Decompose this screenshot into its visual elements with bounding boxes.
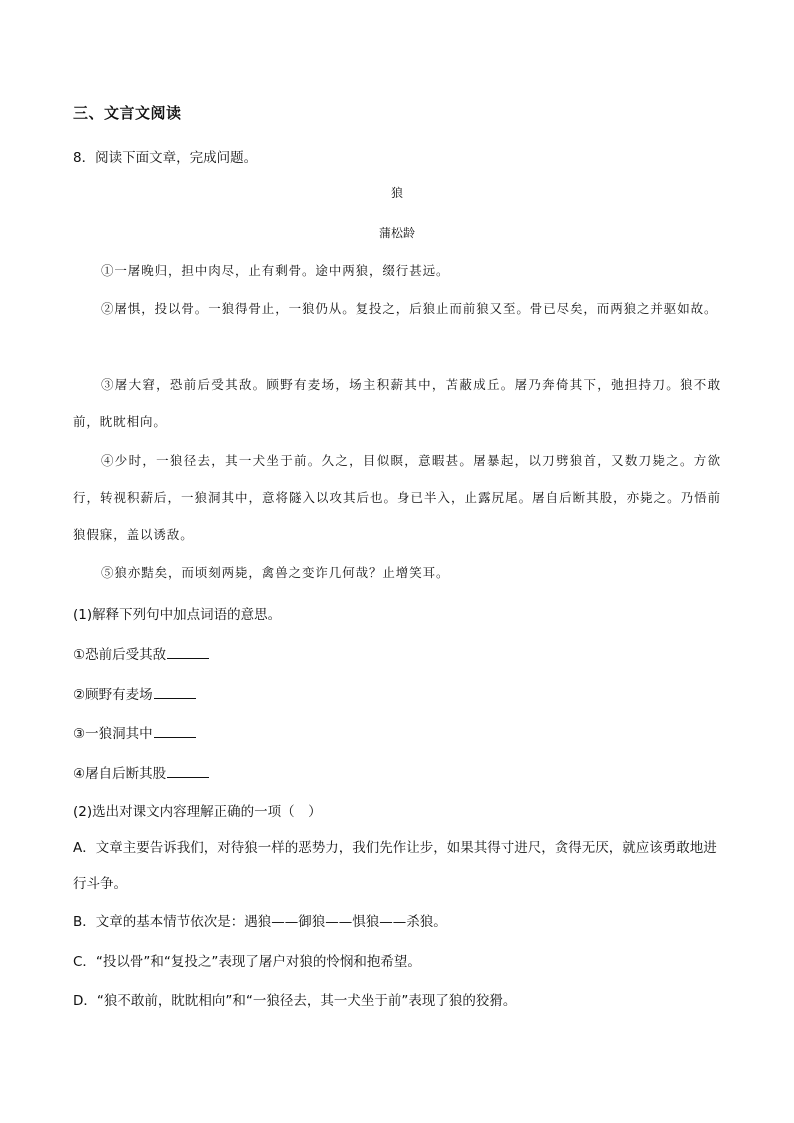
sub-question-1-prompt: (1)解释下列句中加点词语的意思。 (73, 607, 282, 623)
sub-question-1-item-4 (73, 762, 209, 782)
option-a: A．文章主要告诉我们，对待狼一样的恶势力，我们先作让步，如果其得寸进尺，贪得无厌，就应该勇敢地进行斗争。 (73, 840, 717, 892)
sub-question-2-prompt: (2)选出对课文内容理解正确的一项（ ） (73, 804, 322, 820)
item-text: ②顾野有麦场 (73, 687, 153, 703)
option-d: D．“狼不敢前，眈眈相向”和“一狼径去，其一犬坐于前”表现了狼的狡猾。 (73, 993, 517, 1009)
sub-question-1-item-2 (73, 683, 196, 703)
answer-blank[interactable] (154, 684, 196, 699)
question-prompt: 8．阅读下面文章，完成问题。 (73, 150, 258, 166)
item-text: ③一狼洞其中 (73, 726, 153, 742)
sub-question-1-item-1 (73, 643, 209, 663)
article-paragraph-1: ①一屠晚归，担中肉尽，止有剩骨。途中两狼，缀行甚远。 (101, 263, 450, 278)
article-author: 蒲松龄 (378, 226, 415, 240)
answer-blank[interactable] (154, 723, 196, 738)
article-title: 狼 (390, 186, 403, 200)
item-text: ①恐前后受其敌 (73, 647, 167, 663)
answer-blank[interactable] (167, 644, 209, 659)
section-title: 三、文言文阅读 (73, 104, 182, 122)
article-paragraph-3: ③屠大窘，恐前后受其敌。顾野有麦场，场主积薪其中，苫蔽成丘。屠乃奔倚其下，弛担持刀。狼不敢前，眈眈相向。 (73, 377, 721, 429)
item-text: ④屠自后断其股 (73, 766, 167, 782)
sub-question-1-item-3 (73, 722, 196, 742)
article-paragraph-4: ④少时，一狼径去，其一犬坐于前。久之，目似瞑，意暇甚。屠暴起，以刀劈狼首，又数刀毙之。方欲行，转视积薪后，一狼洞其中，意将隧入以攻其后也。身已半入，止露尻尾。屠自后断其股，亦毙之。乃悟前狼假寐，盖以诱敌。 (73, 453, 721, 542)
article-paragraph-2: ②屠惧，投以骨。一狼得骨止，一狼仍从。复投之，后狼止而前狼又至。骨已尽矣，而两狼之并驱如故。 (101, 301, 718, 316)
article-paragraph-5: ⑤狼亦黠矣，而顷刻两毙，禽兽之变诈几何哉？止增笑耳。 (101, 565, 450, 580)
answer-blank[interactable] (167, 763, 209, 778)
option-b: B．文章的基本情节依次是：遇狼——御狼——惧狼——杀狼。 (73, 914, 447, 930)
option-c: C．“投以骨”和“复投之”表现了屠户对狼的怜悯和抱希望。 (73, 954, 421, 970)
